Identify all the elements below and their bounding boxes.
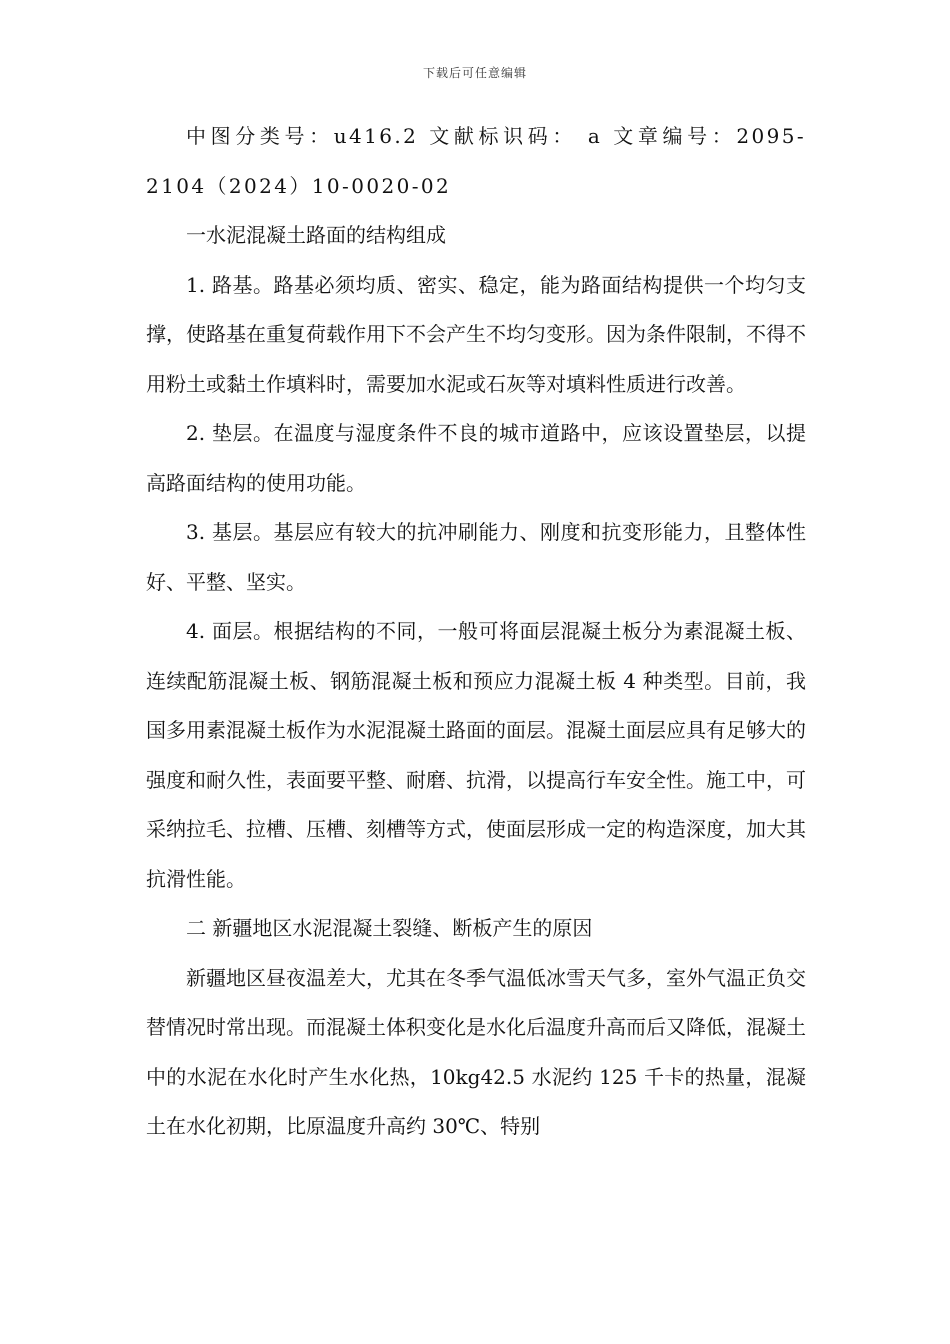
paragraph-causes: 新疆地区昼夜温差大，尤其在冬季气温低冰雪天气多，室外气温正负交替情况时常出现。而混凝土体积变化是水化后温度升高而后又降低，混凝土中的水泥在水化时产生水化热，10kg42.5 水泥约 125 千卡的热量，混凝土在水化初期，比原温度升高约 30℃、特别 [146,965,806,1138]
paragraph-surface-layer: 4. 面层。根据结构的不同，一般可将面层混凝土板分为素混凝土板、连续配筋混凝土板、钢筋混凝土板和预应力混凝土板 4 种类型。目前，我国多用素混凝土板作为水泥混凝土路面的面层。混凝土面层应具有足够大的强度和耐久性，表面要平整、耐磨、抗滑，以提高行车安全性。施工中，可采纳拉毛、拉槽、压槽、刻槽等方式，使面层形成一定的构造深度，加大其抗滑性能。 [146,619,806,891]
classification-info: 中图分类号：u416.2 文献标识码： a 文章编号：2095-2104（2024）10-0020-02 [146,124,806,198]
paragraph-cushion-layer: 2. 垫层。在温度与湿度条件不良的城市道路中，应该设置垫层，以提高路面结构的使用功能。 [146,421,806,495]
section-heading-structure: 一水泥混凝土路面的结构组成 [186,223,446,247]
page-header: 下载后可任意编辑 [422,66,527,80]
paragraph-subgrade: 1. 路基。路基必须均质、密实、稳定，能为路面结构提供一个均匀支撑，使路基在重复荷载作用下不会产生不均匀变形。因为条件限制，不得不用粉土或黏土作填料时，需要加水泥或石灰等对填料性质进行改善。 [146,272,806,396]
document-body [146,112,806,1152]
section-heading-causes: 二 新疆地区水泥混凝土裂缝、断板产生的原因 [186,916,593,940]
paragraph-base-layer: 3. 基层。基层应有较大的抗冲刷能力、刚度和抗变形能力，且整体性好、平整、坚实。 [146,520,806,594]
